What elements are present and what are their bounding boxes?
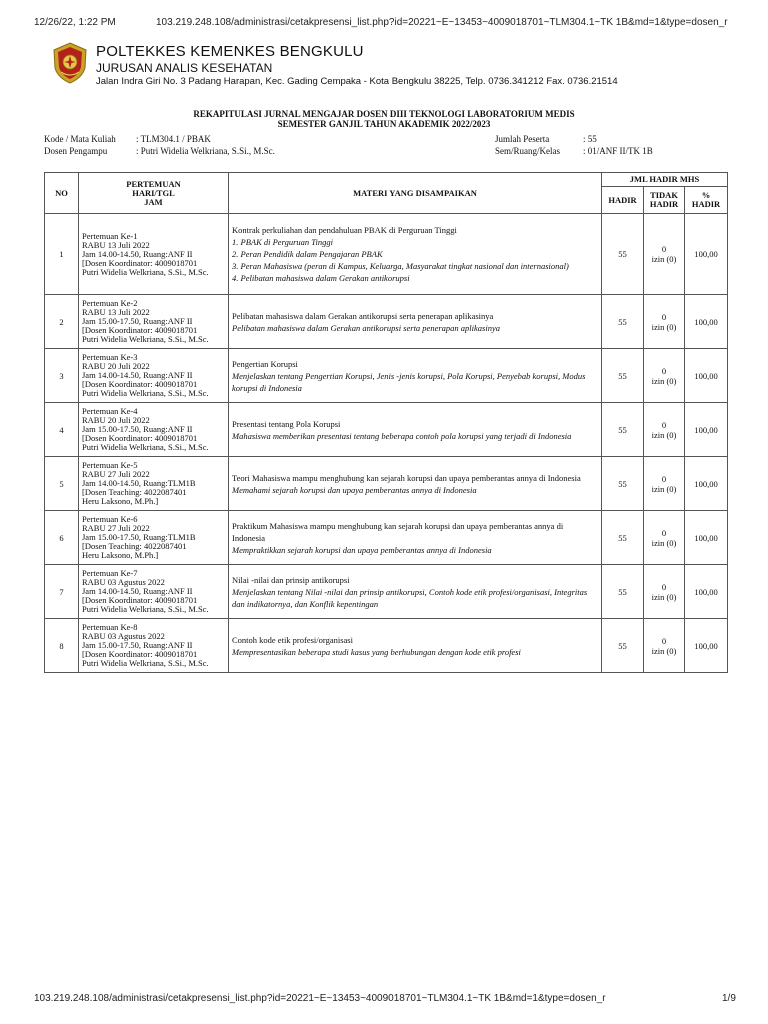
attendance-rows — [45, 214, 728, 673]
tidak-hadir-cell: 0 izin (0) — [644, 349, 685, 403]
header-pertemuan: PERTEMUAN HARI/TGL JAM — [79, 173, 229, 214]
materi-cell — [229, 511, 602, 565]
materi-title: Kontrak perkuliahan dan pendahuluan PBAK di Perguruan Tinggi — [232, 225, 457, 235]
row-number: 1 — [45, 214, 79, 295]
institution-name: POLTEKKES KEMENKES BENGKULU — [96, 43, 364, 60]
header-persen-hadir: % HADIR — [685, 187, 728, 214]
materi-item: Mempresentasikan beberapa studi kasus yang berhubungan dengan kode etik profesi — [232, 646, 521, 657]
persen-cell: 100,00 — [685, 619, 728, 673]
table-row — [45, 214, 728, 295]
materi-title: Pelibatan mahasiswa dalam Gerakan antikorupsi serta penerapan aplikasinya — [232, 310, 494, 321]
pertemuan-cell: Pertemuan Ke-8 RABU 03 Agustus 2022 Jam 15.00-17.50, Ruang:ANF II [Dosen Koordinator: 4009018701 Putri Widelia Welkriana, S.Si., M.Sc. — [79, 619, 229, 673]
tidak-hadir-cell: 0 izin (0) — [644, 511, 685, 565]
materi-title: Contoh kode etik profesi/organisasi — [232, 634, 353, 645]
persen-cell: 100,00 — [685, 295, 728, 349]
tidak-hadir-cell: 0 izin (0) — [644, 457, 685, 511]
materi-item: 3. Peran Mahasiswa (peran di Kampus, Keluarga, Masyarakat tingkat nasional dan internasional) — [232, 261, 569, 271]
pertemuan-cell: Pertemuan Ke-4 RABU 20 Juli 2022 Jam 15.00-17.50, Ruang:ANF II [Dosen Koordinator: 4009018701 Putri Widelia Welkriana, S.Si., M.Sc. — [79, 403, 229, 457]
row-number: 6 — [45, 511, 79, 565]
row-number: 3 — [45, 349, 79, 403]
materi-item: Mempraktikkan sejarah korupsi dan upaya pemberantas annya di Indonesia — [232, 544, 492, 555]
peserta-label: Jumlah Peserta — [495, 134, 550, 144]
hadir-cell: 55 — [602, 565, 644, 619]
materi-item: Pelibatan mahasiswa dalam Gerakan antikorupsi serta penerapan aplikasinya — [232, 322, 500, 333]
persen-cell: 100,00 — [685, 403, 728, 457]
materi-cell — [229, 295, 602, 349]
persen-cell: 100,00 — [685, 349, 728, 403]
sem-label: Sem/Ruang/Kelas — [495, 146, 560, 156]
pertemuan-cell: Pertemuan Ke-3 RABU 20 Juli 2022 Jam 14.00-14.50, Ruang:ANF II [Dosen Koordinator: 4009018701 Putri Widelia Welkriana, S.Si., M.Sc. — [79, 349, 229, 403]
materi-cell — [229, 457, 602, 511]
materi-item: Menjelaskan tentang Pengertian Korupsi, Jenis -jenis korupsi, Pola Korupsi, Penyebab korupsi, Modus korupsi di Indonesia — [232, 370, 586, 393]
header-no: NO — [45, 173, 79, 214]
tidak-hadir-cell: 0 izin (0) — [644, 403, 685, 457]
row-number: 7 — [45, 565, 79, 619]
hadir-cell: 55 — [602, 295, 644, 349]
tidak-hadir-cell: 0 izin (0) — [644, 295, 685, 349]
hadir-cell: 55 — [602, 214, 644, 295]
report-title-line1: REKAPITULASI JURNAL MENGAJAR DOSEN DIII TEKNOLOGI LABORATORIUM MEDIS — [193, 109, 575, 119]
attendance-table — [44, 172, 728, 673]
materi-title: Nilai -nilai dan prinsip antikorupsi — [232, 574, 350, 585]
course-info — [44, 133, 275, 157]
materi-cell — [229, 214, 602, 295]
report-title-line2: SEMESTER GANJIL TAHUN AKADEMIK 2022/2023 — [277, 119, 491, 129]
hadir-cell: 55 — [602, 511, 644, 565]
report-title — [0, 109, 768, 129]
print-url: 103.219.248.108/administrasi/cetakpresensi_list.php?id=20221~E~13453~4009018701~TLM304.1~TK 1B&md=1&type=dosen_r — [156, 17, 728, 28]
hadir-cell: 55 — [602, 457, 644, 511]
table-row — [45, 403, 728, 457]
table-row — [45, 457, 728, 511]
sem-value: : 01/ANF II/TK 1B — [583, 146, 653, 156]
table-row — [45, 565, 728, 619]
kode-label: Kode / Mata Kuliah — [44, 134, 116, 144]
tidak-hadir-cell: 0 izin (0) — [644, 565, 685, 619]
tidak-hadir-cell: 0 izin (0) — [644, 619, 685, 673]
dosen-label: Dosen Pengampu — [44, 146, 108, 156]
materi-item: Menjelaskan tentang Nilai -nilai dan prinsip antikorupsi, Contoh kode etik profesi/organisasi, Integritas dan indikatornya, dan Konflik kepentingan — [232, 586, 588, 609]
materi-item: Memahami sejarah korupsi dan upaya pemberantas annya di Indonesia — [232, 484, 477, 495]
pertemuan-cell: Pertemuan Ke-7 RABU 03 Agustus 2022 Jam 14.00-14.50, Ruang:ANF II [Dosen Koordinator: 4009018701 Putri Widelia Welkriana, S.Si., M.Sc. — [79, 565, 229, 619]
department-name: JURUSAN ANALIS KESEHATAN — [96, 61, 273, 75]
persen-cell: 100,00 — [685, 214, 728, 295]
pertemuan-cell: Pertemuan Ke-5 RABU 27 Juli 2022 Jam 14.00-14.50, Ruang:TLM1B [Dosen Teaching: 4022087401 Heru Laksono, M.Ph.] — [79, 457, 229, 511]
pertemuan-cell: Pertemuan Ke-1 RABU 13 Juli 2022 Jam 14.00-14.50, Ruang:ANF II [Dosen Koordinator: 4009018701 Putri Widelia Welkriana, S.Si., M.Sc. — [79, 214, 229, 295]
persen-cell: 100,00 — [685, 565, 728, 619]
peserta-value: : 55 — [583, 134, 597, 144]
header-hadir: HADIR — [602, 187, 644, 214]
table-row — [45, 511, 728, 565]
hadir-cell: 55 — [602, 619, 644, 673]
header-jml-hadir: JML HADIR MHS — [602, 173, 728, 187]
materi-cell — [229, 619, 602, 673]
class-info — [495, 133, 653, 157]
header-tidak-hadir: TIDAK HADIR — [644, 187, 685, 214]
hadir-cell: 55 — [602, 403, 644, 457]
page-number: 1/9 — [722, 993, 736, 1004]
materi-item: Mahasiswa memberikan presentasi tentang beberapa contoh pola korupsi yang terjadi di Indonesia — [232, 430, 572, 441]
materi-title: Presentasi tentang Pola Korupsi — [232, 418, 341, 429]
table-row — [45, 619, 728, 673]
institution-address: Jalan Indra Giri No. 3 Padang Harapan, Kec. Gading Cempaka - Kota Bengkulu 38225, Telp. 0736.341212 Fax. 0736.21514 — [96, 76, 618, 87]
persen-cell: 100,00 — [685, 457, 728, 511]
row-number: 5 — [45, 457, 79, 511]
institution-seal-icon — [52, 42, 88, 84]
kode-value: : TLM304.1 / PBAK — [136, 134, 211, 144]
materi-cell — [229, 349, 602, 403]
materi-item: 2. Peran Pendidik dalam Pengajaran PBAK — [232, 249, 383, 259]
letterhead — [52, 42, 732, 92]
materi-item: 1. PBAK di Perguruan Tinggi — [232, 237, 333, 247]
materi-cell — [229, 565, 602, 619]
materi-item: 4. Pelibatan mahasiswa dalam Gerakan antikorupsi — [232, 273, 410, 283]
hadir-cell: 55 — [602, 349, 644, 403]
materi-title: Praktikum Mahasiswa mampu menghubung kan sejarah korupsi dan upaya pemberantas annya di Indonesia — [232, 520, 564, 543]
persen-cell: 100,00 — [685, 511, 728, 565]
pertemuan-cell: Pertemuan Ke-2 RABU 13 Juli 2022 Jam 15.00-17.50, Ruang:ANF II [Dosen Koordinator: 4009018701 Putri Widelia Welkriana, S.Si., M.Sc. — [79, 295, 229, 349]
tidak-hadir-cell: 0 izin (0) — [644, 214, 685, 295]
footer-url: 103.219.248.108/administrasi/cetakpresensi_list.php?id=20221~E~13453~4009018701~TLM304.1~TK 1B&md=1&type=dosen_r — [34, 993, 606, 1004]
table-row — [45, 295, 728, 349]
row-number: 4 — [45, 403, 79, 457]
header-materi: MATERI YANG DISAMPAIKAN — [229, 173, 602, 214]
row-number: 2 — [45, 295, 79, 349]
pertemuan-cell: Pertemuan Ke-6 RABU 27 Juli 2022 Jam 15.00-17.50, Ruang:TLM1B [Dosen Teaching: 4022087401 Heru Laksono, M.Ph.] — [79, 511, 229, 565]
materi-title: Pengertian Korupsi — [232, 358, 298, 369]
table-row — [45, 349, 728, 403]
print-datetime: 12/26/22, 1:22 PM — [34, 17, 116, 28]
dosen-value: : Putri Widelia Welkriana, S.Si., M.Sc. — [136, 146, 275, 156]
materi-title: Teori Mahasiswa mampu menghubung kan sejarah korupsi dan upaya pemberantas annya di Indonesia — [232, 472, 581, 483]
row-number: 8 — [45, 619, 79, 673]
materi-cell — [229, 403, 602, 457]
